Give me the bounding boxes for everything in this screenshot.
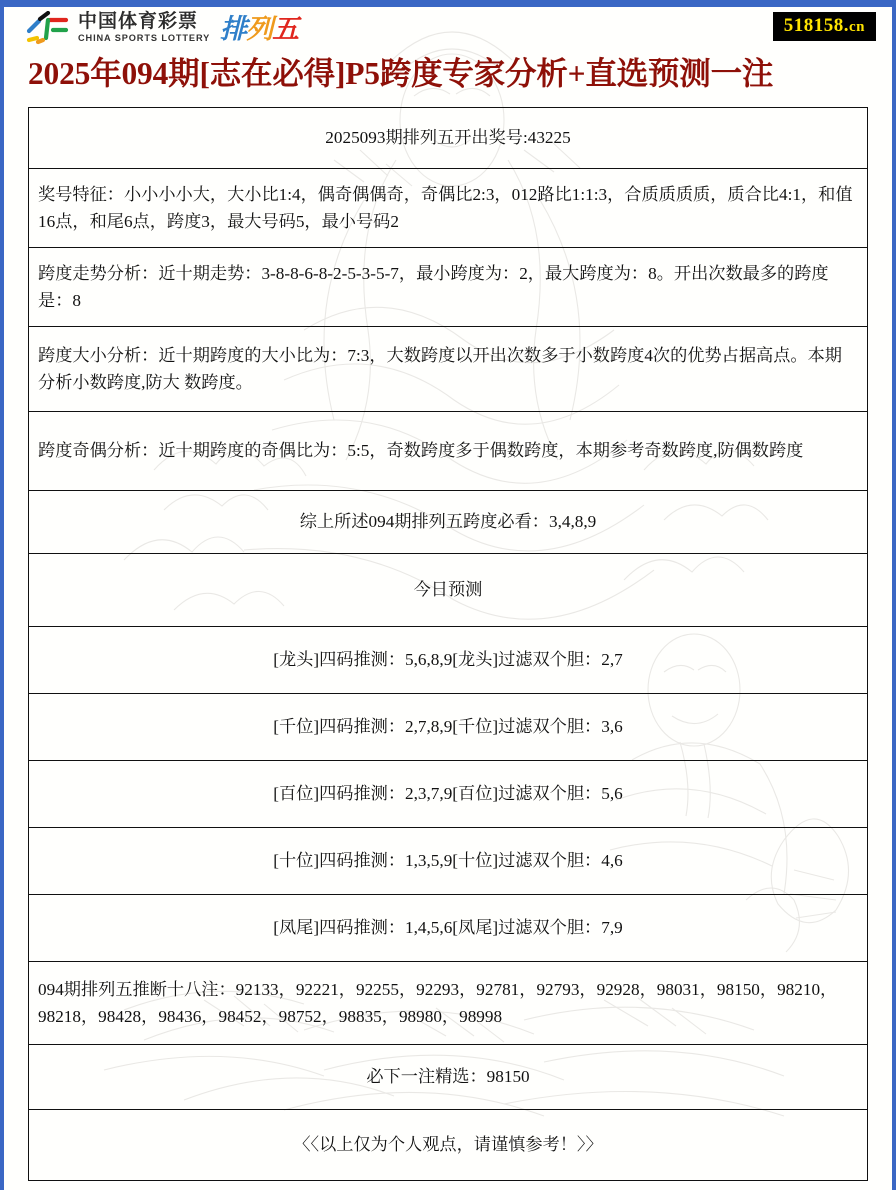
span-trend-cell: 跨度走势分析：近十期走势：3-8-8-6-8-2-5-3-5-7，最小跨度为：2，最大跨度为：8。开出次数最多的跨度是：8 xyxy=(29,248,868,327)
table-row-today-prediction-header xyxy=(29,554,868,627)
table-row-must-pick xyxy=(29,1045,868,1110)
table-row-prediction xyxy=(29,828,868,895)
table-row-span-trend xyxy=(29,248,868,327)
disclaimer-cell: 〈〈以上仅为个人观点，请谨慎参考！〉〉 xyxy=(29,1110,868,1181)
brand-text xyxy=(78,9,211,43)
content-root xyxy=(4,0,892,1181)
site-badge xyxy=(773,12,876,41)
prediction-cell-longtou: [龙头]四码推测：5,6,8,9[龙头]过滤双个胆：2,7 xyxy=(29,627,868,694)
prediction-cell-fengwei: [凤尾]四码推测：1,4,5,6[凤尾]过滤双个胆：7,9 xyxy=(29,895,868,962)
brand-name-en: CHINA SPORTS LOTTERY xyxy=(78,32,211,43)
prediction-cell-baiwei: [百位]四码推测：2,3,7,9[百位]过滤双个胆：5,6 xyxy=(29,761,868,828)
prediction-cell-qianwei: [千位]四码推测：2,7,8,9[千位]过滤双个胆：3,6 xyxy=(29,694,868,761)
table-row-draw-result xyxy=(29,108,868,169)
table-row-prediction xyxy=(29,761,868,828)
table-row-prediction xyxy=(29,627,868,694)
draw-result-cell: 2025093期排列五开出奖号:43225 xyxy=(29,108,868,169)
today-prediction-header-cell: 今日预测 xyxy=(29,554,868,627)
site-badge-tld: cn xyxy=(849,19,865,35)
features-cell: 奖号特征：小小小小大，大小比1:4，偶奇偶偶奇，奇偶比2:3，012路比1:1:3，合质质质质，质合比4:1，和值16点，和尾6点，跨度3，最大号码5，最小号码2 xyxy=(29,169,868,248)
table-row-prediction xyxy=(29,895,868,962)
table-row-span-parity xyxy=(29,412,868,491)
table-row-features xyxy=(29,169,868,248)
game-name-logo: 排列五 xyxy=(220,14,299,45)
prediction-cell-shiwei: [十位]四码推测：1,3,5,9[十位]过滤双个胆：4,6 xyxy=(29,828,868,895)
brand-logo xyxy=(26,9,298,46)
span-size-cell: 跨度大小分析：近十期跨度的大小比为：7:3，大数跨度以开出次数多于小数跨度4次的优势占据高点。本期分析小数跨度,防大 数跨度。 xyxy=(29,327,868,412)
table-row-summary xyxy=(29,491,868,554)
site-badge-domain: 518158. xyxy=(783,15,849,36)
table-row-eighteen-bets xyxy=(29,962,868,1045)
summary-cell: 综上所述094期排列五跨度必看：3,4,8,9 xyxy=(29,491,868,554)
table-row-disclaimer xyxy=(29,1110,868,1181)
table-row-span-size xyxy=(29,327,868,412)
page-header xyxy=(4,0,892,52)
analysis-table xyxy=(28,107,868,1181)
table-row-prediction xyxy=(29,694,868,761)
span-parity-cell: 跨度奇偶分析：近十期跨度的奇偶比为：5:5，奇数跨度多于偶数跨度，本期参考奇数跨度,防偶数跨度 xyxy=(29,412,868,491)
must-pick-cell: 必下一注精选：98150 xyxy=(29,1045,868,1110)
page-title: 2025年094期[志在必得]P5跨度专家分析+直选预测一注 xyxy=(28,56,774,91)
eighteen-bets-cell: 094期排列五推断十八注：92133，92221，92255，92293，92781，92793，92928，98031，98150，98210，98218，98428，98436，98452，98752，98835，98980，98998 xyxy=(29,962,868,1045)
china-sports-lottery-logo-icon xyxy=(26,11,72,45)
brand-name-cn: 中国体育彩票 xyxy=(78,9,199,32)
